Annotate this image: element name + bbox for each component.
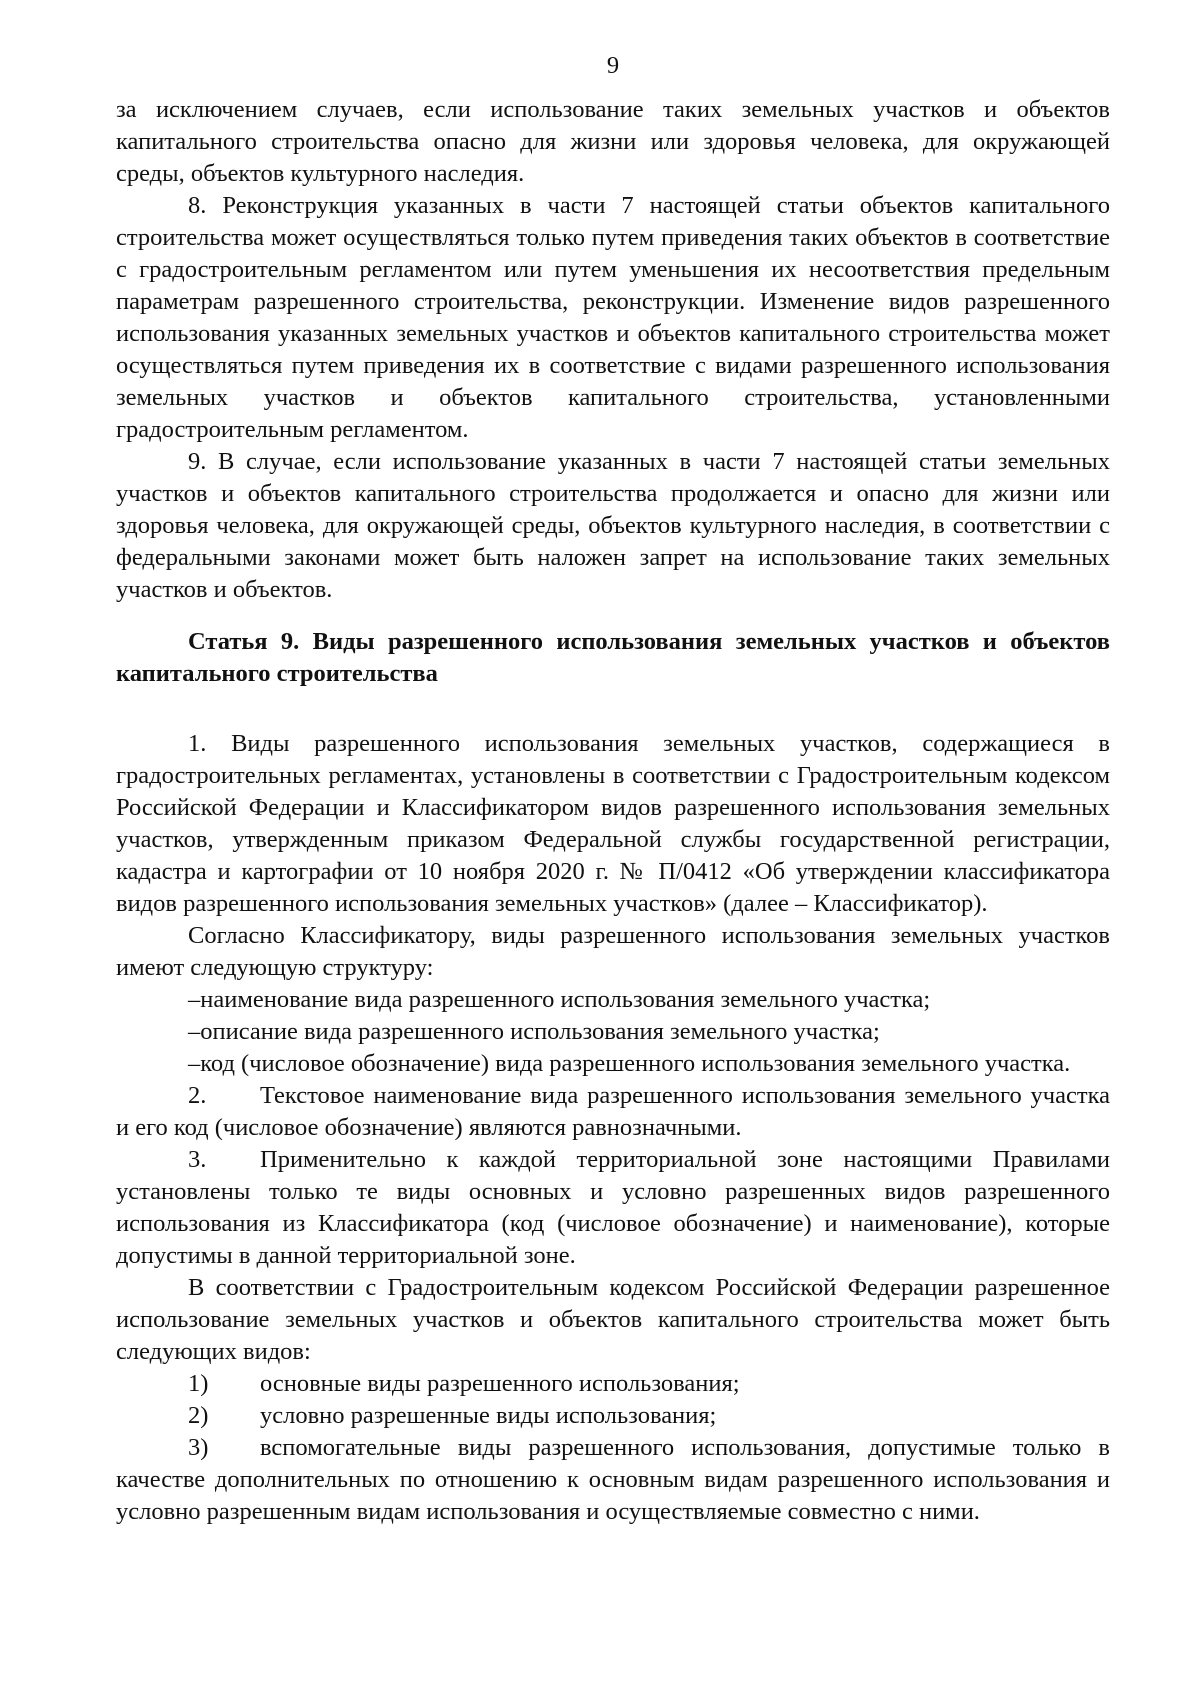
paragraph-item-9: 9. В случае, если использование указанных в части 7 настоящей статьи земельных участков и объектов капитального строительства продолжается и опасно для жизни или здоровья человека, для окружающей среды, объектов культурного наследия, в соответствии с федеральными законами может быть наложен запрет на использование таких земельных участков и объектов. — [116, 448, 1110, 603]
paragraph-continuation: за исключением случаев, если использование таких земельных участков и объектов капитального строительства опасно для жизни или здоровья человека, для окружающей среды, объектов культурного наследия. — [116, 96, 1110, 187]
type-text: условно разрешенные виды использования; — [260, 1402, 717, 1429]
article-paragraph-3 — [116, 1144, 1110, 1272]
article-paragraph-1: 1. Виды разрешенного использования земельных участков, содержащиеся в градостроительных регламентах, установлены в соответствии с Градостроительным кодексом Российской Федерации и Классификатором видов разрешенного использования земельных участков, утвержденным приказом Федеральной службы государственной регистрации, кадастра и картографии от 10 ноября 2020 г. № П/0412 «Об утверждении классификатора видов разрешенного использования земельных участков» (далее – Классификатор). — [116, 730, 1110, 917]
types-intro: В соответствии с Градостроительным кодексом Российской Федерации разрешенное использование земельных участков и объектов капитального строительства может быть следующих видов: — [116, 1274, 1110, 1365]
dash-marker: – — [188, 1050, 201, 1077]
type-number: 2) — [188, 1402, 209, 1429]
type-item-1 — [116, 1368, 1110, 1400]
type-number: 3) — [188, 1434, 209, 1461]
structure-item-text: наименование вида разрешенного использования земельного участка; — [200, 986, 931, 1013]
structure-intro: Согласно Классификатору, виды разрешенного использования земельных участков имеют следующую структуру: — [116, 922, 1110, 981]
structure-item-text: код (числовое обозначение) вида разрешенного использования земельного участка. — [200, 1050, 1071, 1077]
type-text: вспомогательные виды разрешенного использования, допустимые только в качестве дополнительных по отношению к основным видам разрешенного использования и условно разрешенным видам использования и осуществляемые совместно с ними. — [116, 1434, 1110, 1525]
article-heading: Статья 9. Виды разрешенного использования земельных участков и объектов капитального строительства — [116, 628, 1110, 687]
article-paragraph-2 — [116, 1080, 1110, 1144]
type-item-3 — [116, 1432, 1110, 1528]
paragraph-number: 3. — [188, 1146, 207, 1173]
type-text: основные виды разрешенного использования; — [260, 1370, 740, 1397]
paragraph-number: 2. — [188, 1082, 207, 1109]
structure-item-description — [116, 1016, 1110, 1048]
structure-item-text: описание вида разрешенного использования земельного участка; — [200, 1018, 880, 1045]
document-page — [116, 50, 1110, 1528]
paragraph-item-8: 8. Реконструкция указанных в части 7 настоящей статьи объектов капитального строительства может осуществляться только путем приведения таких объектов в соответствие с градостроительным регламентом или путем уменьшения их несоответствия предельным параметрам разрешенного строительства, реконструкции. Изменение видов разрешенного использования указанных земельных участков и объектов капитального строительства может осуществляться путем приведения их в соответствие с видами разрешенного использования земельных участков и объектов капитального строительства, установленными градостроительным регламентом. — [116, 192, 1110, 443]
structure-item-name — [116, 984, 1110, 1016]
paragraph-text: Применительно к каждой территориальной зоне настоящими Правилами установлены только те виды основных и условно разрешенных видов разрешенного использования из Классификатора (код (числовое обозначение) и наименование), которые допустимы в данной территориальной зоне. — [116, 1146, 1110, 1269]
dash-marker: – — [188, 1018, 201, 1045]
page-number: 9 — [606, 52, 620, 79]
paragraph-text: Текстовое наименование вида разрешенного использования земельного участка и его код (числовое обозначение) являются равнозначными. — [116, 1082, 1110, 1141]
type-item-2 — [116, 1400, 1110, 1432]
structure-item-code — [116, 1048, 1110, 1080]
type-number: 1) — [188, 1370, 209, 1397]
dash-marker: – — [188, 986, 201, 1013]
